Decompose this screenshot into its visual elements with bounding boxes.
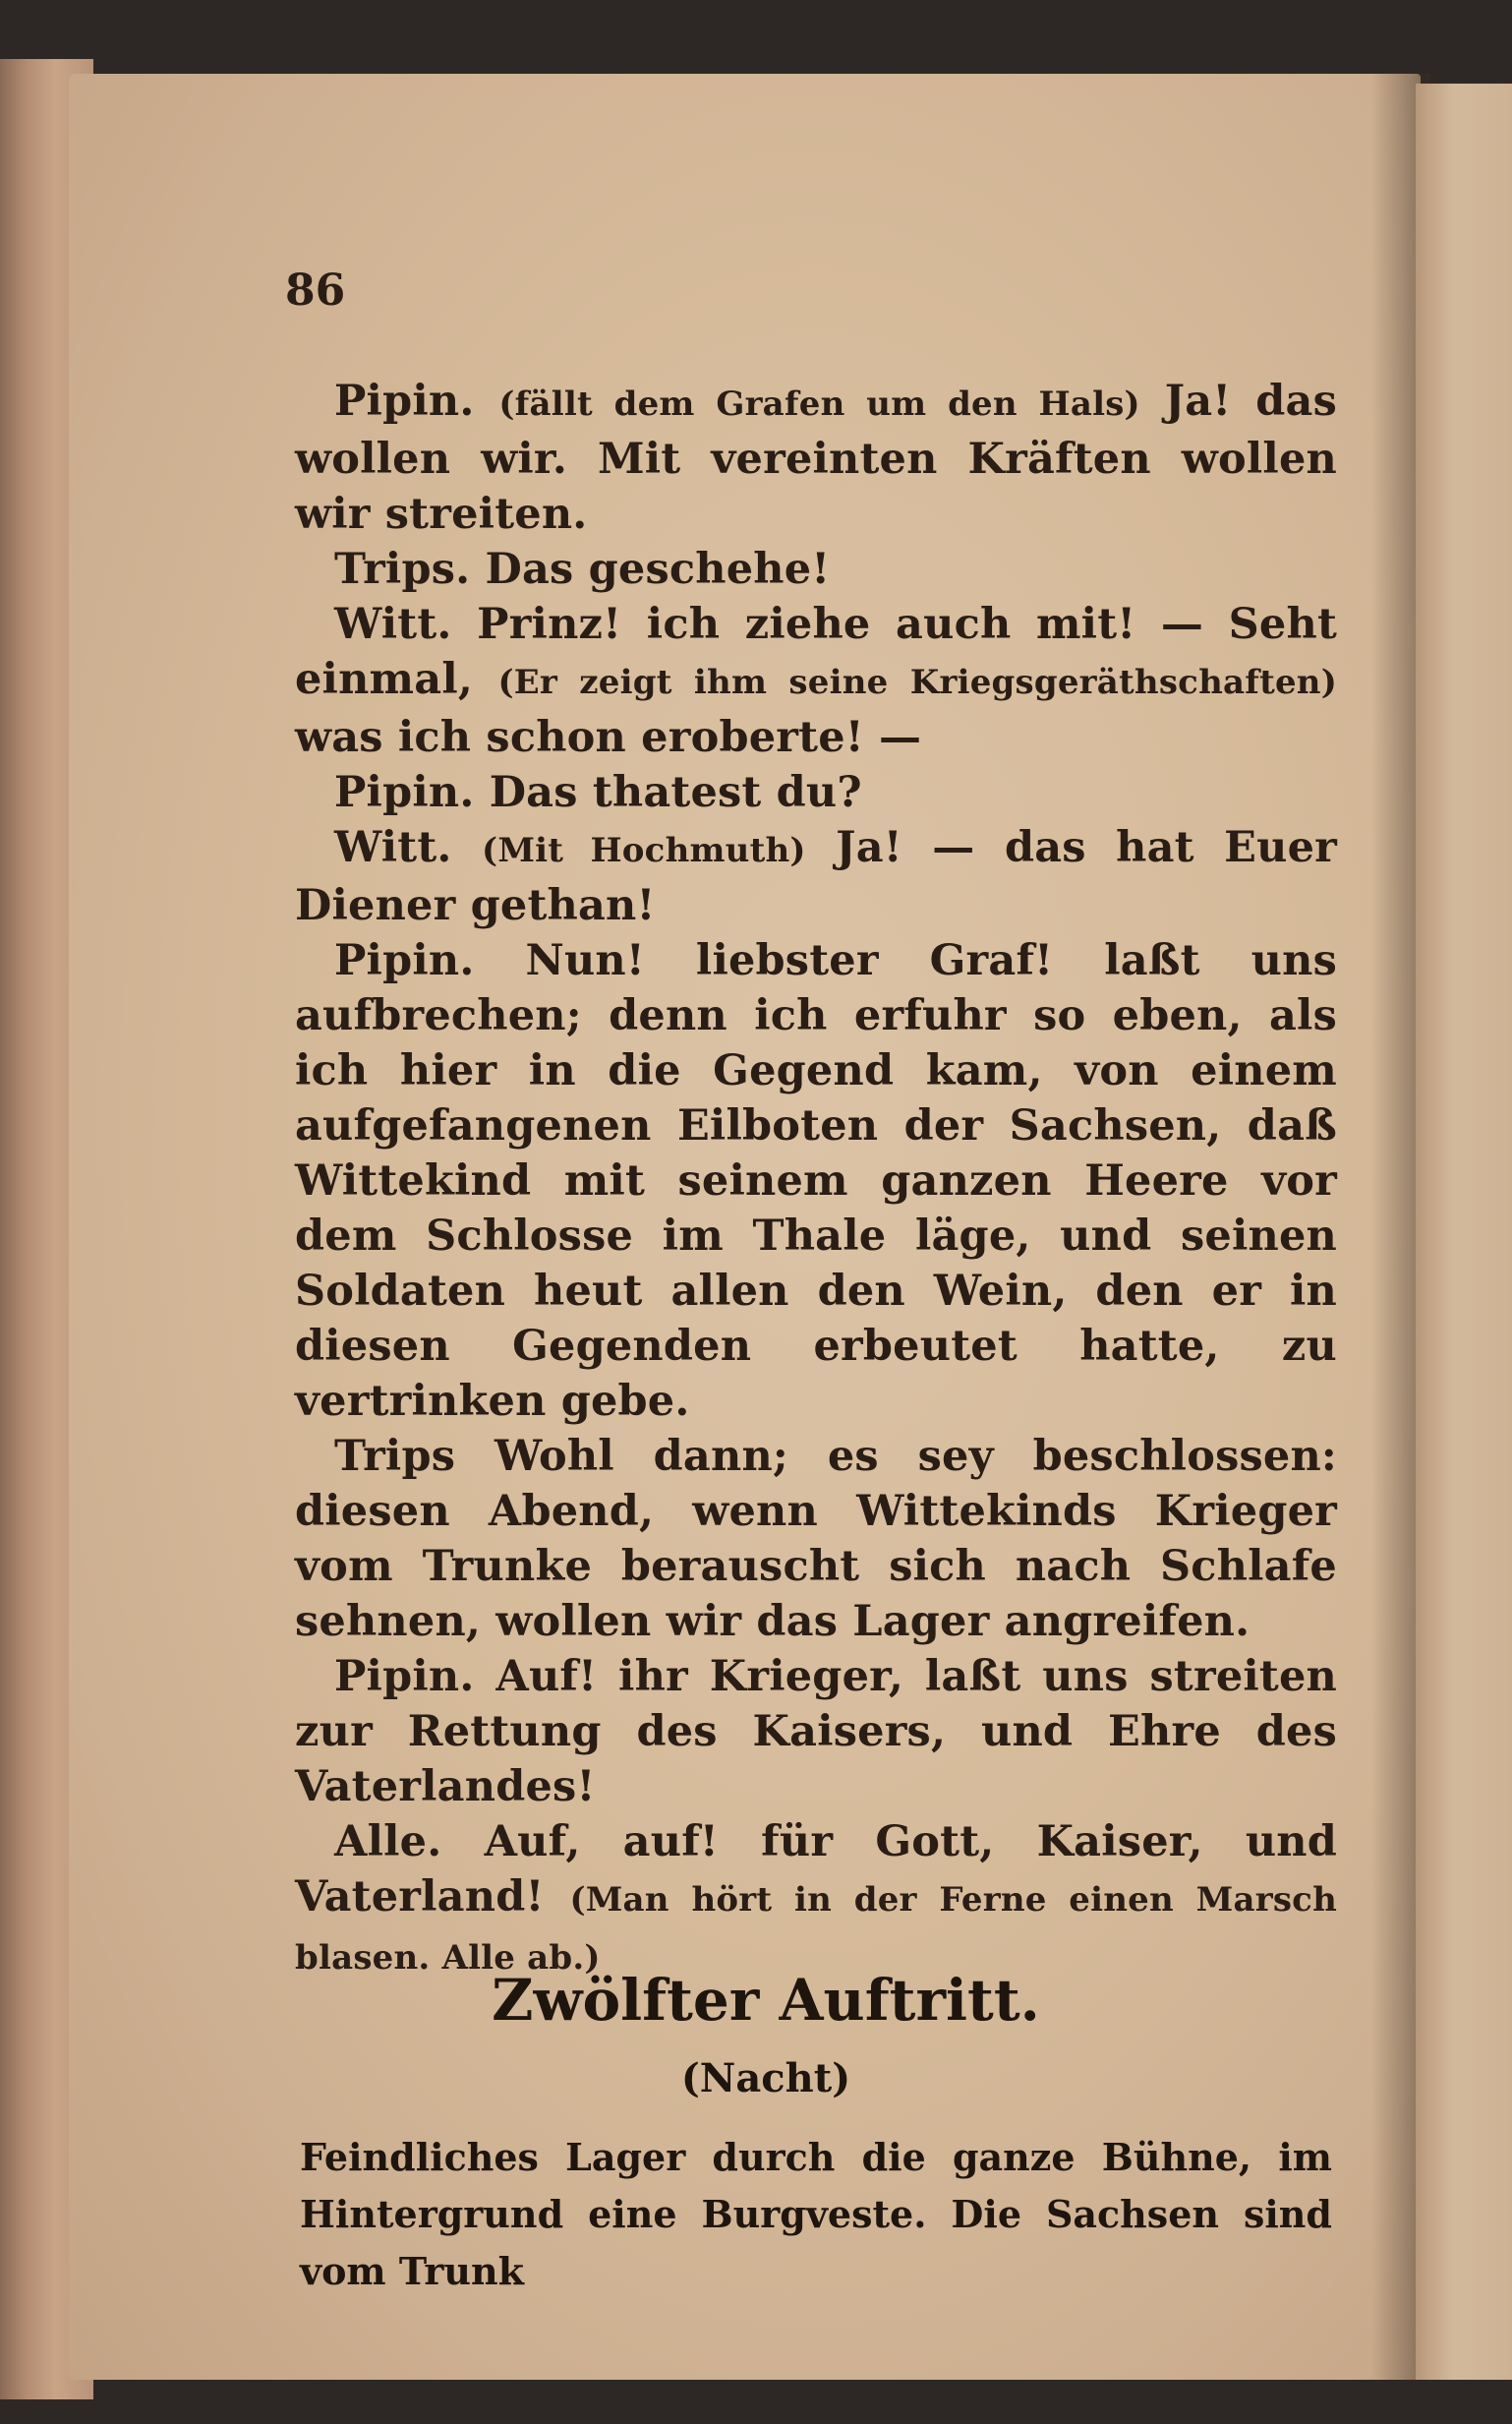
speaker-name: Pipin. bbox=[334, 377, 475, 426]
dialogue-line bbox=[295, 1649, 1337, 1814]
dialogue-line bbox=[295, 765, 1337, 820]
dialogue-line bbox=[295, 597, 1337, 765]
speaker-name: Alle. bbox=[334, 1817, 442, 1866]
dialogue-text: Wohl dann; es sey beschlossen: diesen Abend, wenn Wittekinds Krieger vom Trunke berauscht sich nach Schlafe sehnen, wollen wir das Lager angreifen. bbox=[295, 1432, 1337, 1646]
dialogue-line bbox=[295, 933, 1337, 1429]
scene-setting: Feindliches Lager durch die ganze Bühne, im Hintergrund eine Burgveste. Die Sachsen sind vom Trunk bbox=[300, 2135, 1332, 2293]
dialogue-line bbox=[295, 374, 1337, 542]
dialogue-text: Das thatest du? bbox=[489, 768, 862, 817]
stage-direction: (Er zeigt ihm seine Kriegsgeräthschaften) bbox=[497, 663, 1338, 702]
speaker-name: Trips. bbox=[334, 545, 471, 594]
dialogue-text: Prinz! ich ziehe auch mit! — Seht einmal, bbox=[295, 600, 1338, 704]
facing-page-edge bbox=[1416, 84, 1512, 2380]
page-number: 86 bbox=[285, 266, 346, 316]
dialogue-text: Ja! das wollen wir. Mit vereinten Kräften wollen wir streiten. bbox=[295, 377, 1337, 539]
speaker-name: Witt. bbox=[334, 600, 452, 649]
stage-direction: (Man hört in der Ferne einen Marsch blasen. Alle ab.) bbox=[295, 1880, 1338, 1978]
scene-title: Zwölfter Auftritt. bbox=[492, 1967, 1040, 2034]
speaker-name: Pipin. bbox=[334, 768, 475, 817]
dialogue-line bbox=[295, 542, 1337, 597]
dialogue-text: Ja! — das hat Euer Diener gethan! bbox=[295, 823, 1337, 930]
dialogue-line bbox=[295, 820, 1337, 933]
dialogue-text: Auf, auf! für Gott, Kaiser, und Vaterland! bbox=[295, 1817, 1338, 1921]
stage-direction: (Mit Hochmuth) bbox=[482, 831, 806, 870]
dialogue-text: Das geschehe! bbox=[485, 545, 831, 594]
scene-subtitle: (Nacht) bbox=[680, 2055, 851, 2101]
speaker-name: Witt. bbox=[334, 823, 452, 872]
dialogue-block bbox=[295, 374, 1337, 1985]
speaker-name: Pipin. bbox=[334, 1652, 475, 1701]
dialogue-text: was ich schon eroberte! — bbox=[295, 713, 922, 762]
dialogue-text: Auf! ihr Krieger, laßt uns streiten zur Rettung des Kaisers, und Ehre des Vaterlandes! bbox=[295, 1652, 1337, 1811]
speaker-name: Pipin. bbox=[334, 936, 475, 985]
stage-direction: (fällt dem Grafen um den Hals) bbox=[498, 384, 1140, 424]
dialogue-line bbox=[295, 1429, 1337, 1649]
dialogue-text: Nun! liebster Graf! laßt uns aufbrechen; denn ich erfuhr so eben, als ich hier in die Gegend kam, von einem aufgefangenen Eilboten der Sachsen, daß Wittekind mit seinem ganzen Heere vor dem Schlosse im Thale läge, und seinen Soldaten heut allen den Wein, den er in diesen Gegenden erbeutet hatte, zu vertrinken gebe. bbox=[295, 936, 1337, 1426]
dialogue-line bbox=[295, 1814, 1337, 1985]
speaker-name: Trips bbox=[334, 1432, 456, 1481]
